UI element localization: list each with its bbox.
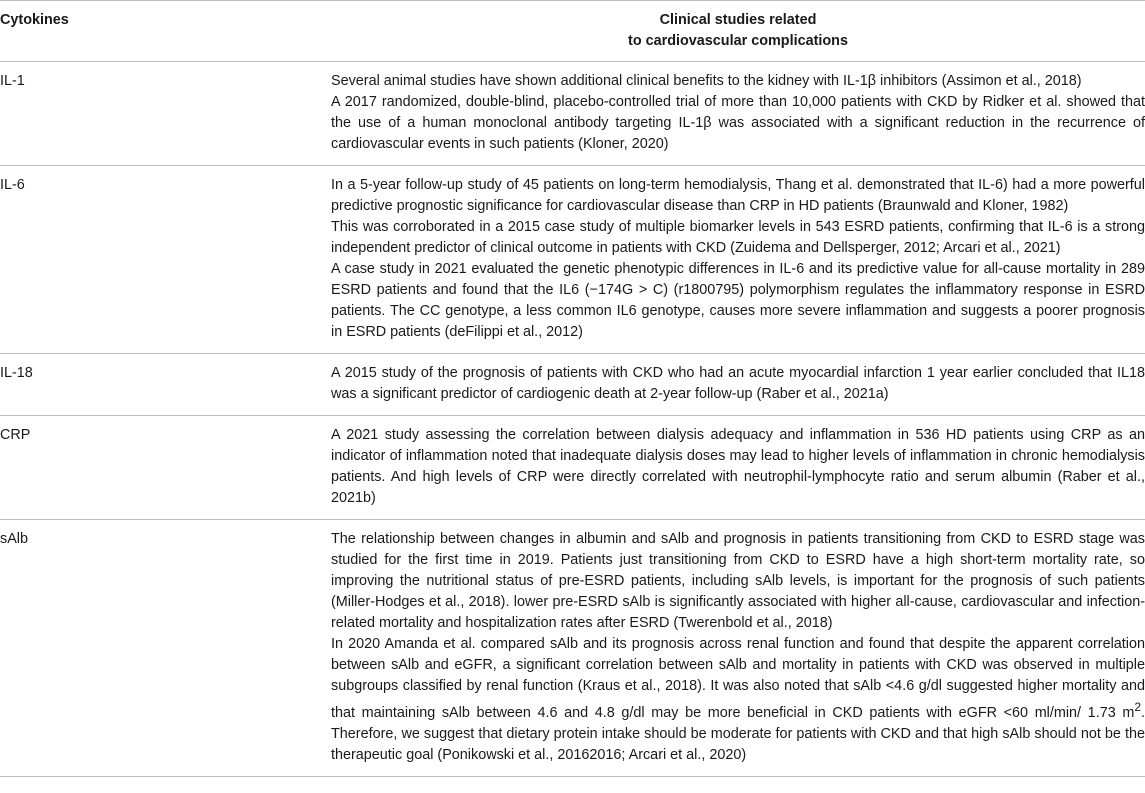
header-row (0, 1, 1145, 62)
cytokine-name: CRP (0, 416, 331, 520)
cytokine-name: IL-6 (0, 166, 331, 354)
header-clinical-studies-line1: Clinical studies related (659, 12, 817, 28)
study-cell (331, 354, 1145, 416)
table-row-il-18 (0, 354, 1145, 416)
study-paragraph: A case study in 2021 evaluated the genetic phenotypic differences in IL-6 and its predictive value for all-cause mortality in 289 ESRD patients and found that the IL6 (−174G > C) (r1800795) polymorphism regulates the inflammatory response in ESRD patients. The CC genotype, a less common IL6 genotype, causes more severe inflammation and suggests a poorer prognosis in ESRD patients (deFilippi et al., 2012) (331, 261, 1145, 340)
table-row-crp (0, 416, 1145, 520)
cytokine-name: sAlb (0, 520, 331, 777)
study-cell (331, 520, 1145, 777)
superscript-exponent: 2 (1134, 700, 1141, 714)
cytokine-name: IL-1 (0, 62, 331, 166)
study-paragraph (331, 634, 1145, 766)
study-paragraph-text: In 2020 Amanda et al. compared sAlb and its prognosis across renal function and found that despite the apparent correlation between sAlb and eGFR, a significant correlation between sAlb and mortality in patients with CKD was observed in multiple subgroups classified by renal function (Kraus et al., 2018). It was also noted that sAlb <4.6 g/dl suggested higher mortality and that maintaining sAlb between 4.6 and 4.8 g/dl may be more beneficial in CKD patients with eGFR <60 ml/min/ 1.73 m (331, 636, 1145, 721)
study-cell (331, 416, 1145, 520)
study-paragraph: A 2015 study of the prognosis of patients with CKD who had an acute myocardial infarction 1 year earlier concluded that IL18 was a significant predictor of cardiogenic death at 2-year follow-up (Raber et al., 2021a) (331, 365, 1145, 402)
study-paragraph: In a 5-year follow-up study of 45 patients on long-term hemodialysis, Thang et al. demonstrated that IL-6) had a more powerful predictive prognostic significance for cardiovascular disease than CRP in HD patients (Braunwald and Kloner, 1982) (331, 177, 1145, 214)
study-paragraph: A 2017 randomized, double-blind, placebo-controlled trial of more than 10,000 patients with CKD by Ridker et al. showed that the use of a human monoclonal antibody targeting IL-1β was associated with a significant reduction in the recurrence of cardiovascular events in such patients (Kloner, 2020) (331, 94, 1145, 152)
study-paragraph: A 2021 study assessing the correlation between dialysis adequacy and inflammation in 536 HD patients using CRP as an indicator of inflammation noted that inadequate dialysis doses may lead to higher levels of inflammation in chronic hemodialysis patients. And high levels of CRP were directly correlated with neutrophil-lymphocyte ratio and serum albumin (Raber et al., 2021b) (331, 427, 1145, 506)
header-clinical-studies (331, 1, 1145, 62)
header-cytokines: Cytokines (0, 1, 331, 62)
header-clinical-studies-line2: to cardiovascular complications (628, 33, 848, 49)
study-cell (331, 166, 1145, 354)
study-paragraph: Several animal studies have shown additional clinical benefits to the kidney with IL-1β inhibitors (Assimon et al., 2018) (331, 73, 1082, 89)
table-row-salb (0, 520, 1145, 777)
study-paragraph: The relationship between changes in albumin and sAlb and prognosis in patients transitioning from CKD to ESRD stage was studied for the first time in 2019. Patients just transitioning from CKD to ESRD have a high short-term mortality rate, so improving the nutritional status of pre-ESRD patients, including sAlb levels, is important for the prognosis of such patients (Miller-Hodges et al., 2018). lower pre-ESRD sAlb is significantly associated with higher all-cause, cardiovascular and infection-related mortality and hospitalization rates after ESRD (Twerenbold et al., 2018) (331, 531, 1145, 631)
table-row-il-1 (0, 62, 1145, 166)
study-paragraph: This was corroborated in a 2015 case study of multiple biomarker levels in 543 ESRD patients, confirming that IL-6 is a strong independent predictor of clinical outcome in patients with CKD (Zuidema and Dellsperger, 2012; Arcari et al., 2021) (331, 219, 1145, 256)
cytokine-name: IL-18 (0, 354, 331, 416)
study-paragraph-text: . Therefore, we suggest that dietary protein intake should be moderate for patients with CKD and that high sAlb should not be the therapeutic goal (Ponikowski et al., 20162016; Arcari et al., 2020) (331, 704, 1145, 763)
table-row-il-6 (0, 166, 1145, 354)
study-cell (331, 62, 1145, 166)
